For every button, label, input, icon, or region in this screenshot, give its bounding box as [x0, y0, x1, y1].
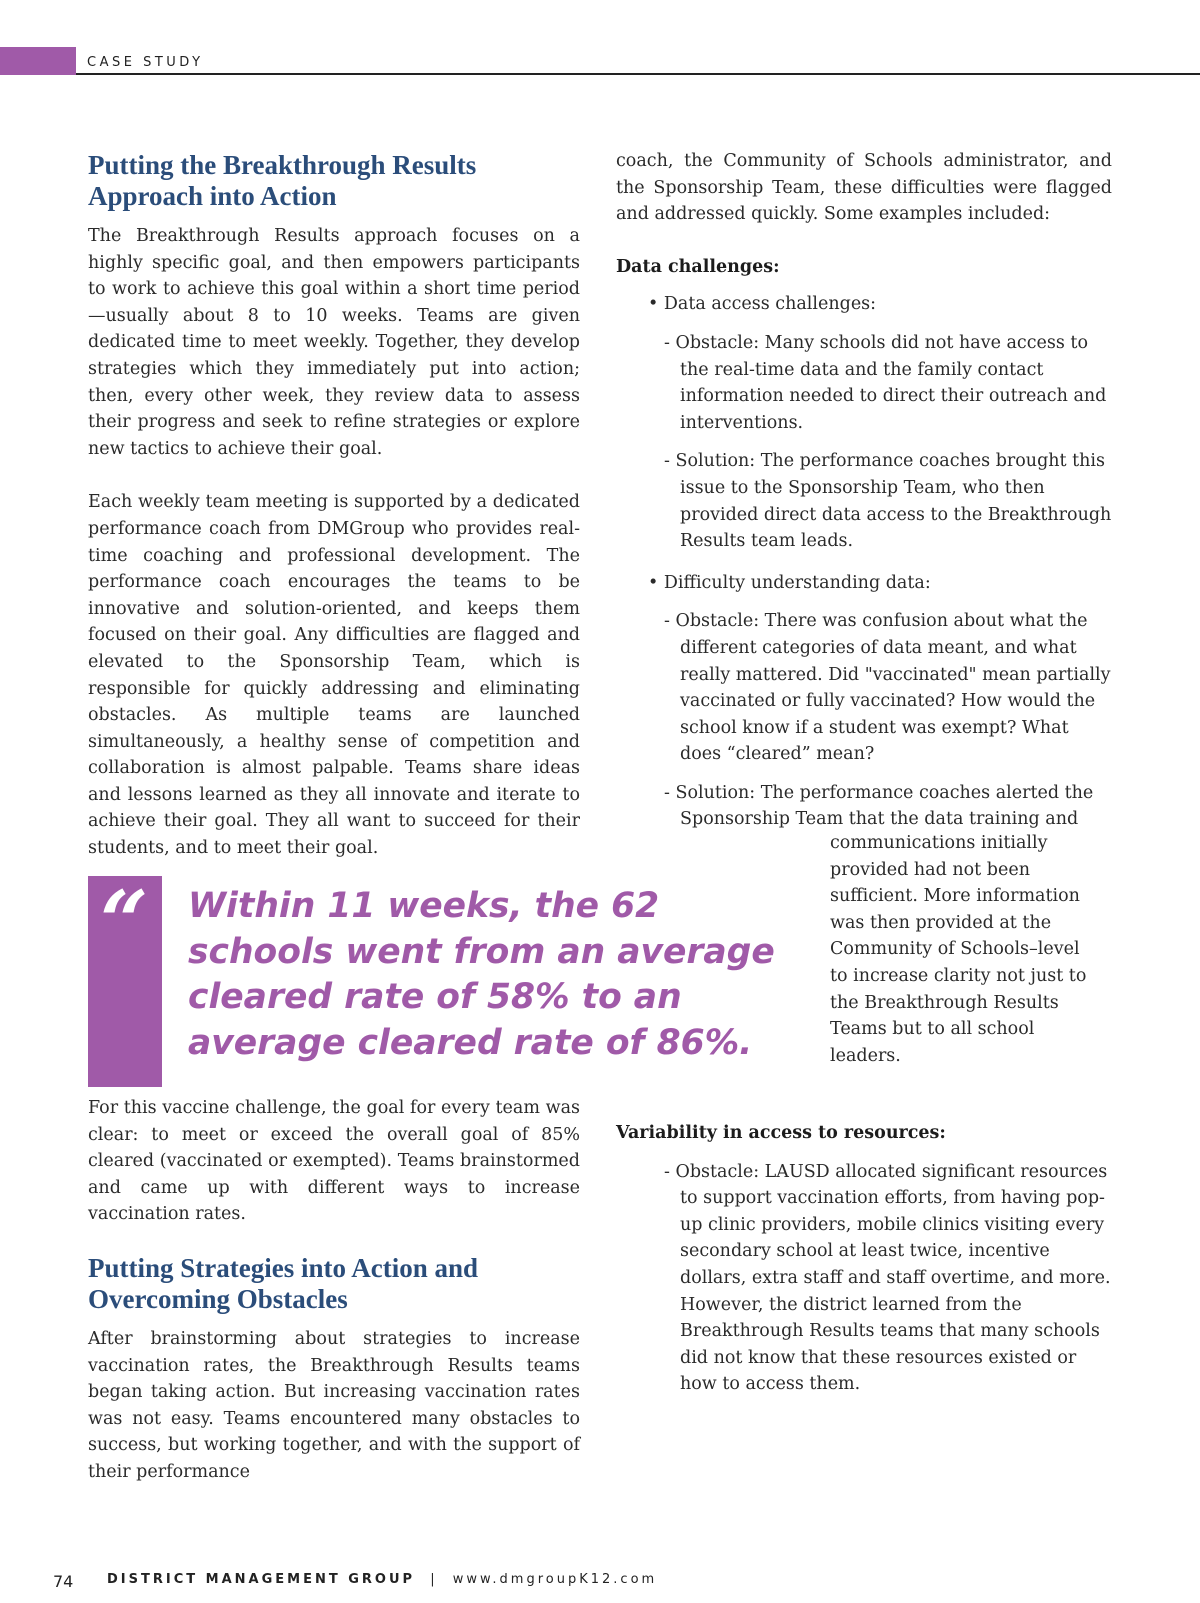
header-rule: [76, 73, 1200, 75]
section-label: CASE STUDY: [87, 55, 204, 70]
left-column-bottom: [88, 1095, 580, 1486]
item-understanding-obstacle: - Obstacle: There was confusion about what the different categories of data meant, and what really mattered. Did "vaccinated" mean partially vaccinated or fully vaccinated? How would the school know if a student was exempt? What does “cleared” mean?: [664, 611, 1111, 765]
item-data-access-solution: - Solution: The performance coaches brought this issue to the Sponsorship Team, who then provided direct data access to the Breakthrough Results team leads.: [664, 451, 1112, 552]
item-understanding-solution: - Solution: The performance coaches alerted the Sponsorship Team that the data training and: [664, 782, 1094, 830]
section-heading-approach: Putting the Breakthrough Results Approach into Action: [88, 150, 477, 211]
pull-quote-text: Within 11 weeks, the 62 schools went from an average cleared rate of 58% to an average cleared rate of 86%.: [188, 886, 775, 1063]
item-variability-obstacle: - Obstacle: LAUSD allocated significant resources to support vaccination efforts, from having pop-up clinic providers, mobile clinics visiting every secondary school at least twice, incentive dollars, extra staff and staff overtime, and more. However, the district learned from the Breakthrough Results teams that many schools did not know that these resources existed or how to access them.: [664, 1161, 1111, 1395]
footer-url: www.dmgroupK12.com: [452, 1572, 658, 1587]
subheading-variability: Variability in access to resources:: [616, 1123, 946, 1143]
bullet-understanding-data: • Difficulty understanding data:: [648, 572, 931, 593]
page-number: 74: [53, 1572, 74, 1591]
subheading-data-challenges: Data challenges:: [616, 256, 780, 277]
right-column-wrap: [830, 830, 1100, 1069]
paragraph-vaccine-goal: For this vaccine challenge, the goal for every team was clear: to meet or exceed the overall goal of 85% cleared (vaccinated or exempted). Teams brainstormed and came up with different ways to increase vaccination rates.: [88, 1098, 580, 1225]
paragraph-intro: coach, the Community of Schools administrator, and the Sponsorship Team, these difficulties were flagged and addressed quickly. Some examples included:: [616, 151, 1112, 225]
right-column-top: [616, 148, 1112, 833]
item-understanding-solution-cont: communications initially provided had not been sufficient. More information was then provided at the Community of Schools–level to increase clarity not just to the Breakthrough Results Teams but to all school leaders.: [830, 833, 1087, 1066]
paragraph-approach: The Breakthrough Results approach focuses on a highly specific goal, and then empowers participants to work to achieve this goal within a short time period—usually about 8 to 10 weeks. Teams are given dedicated time to meet weekly. Together, they develop strategies which they immediately put into action; then, every other week, they review data to assess their progress and seek to refine strategies or explore new tactics to achieve their goal.: [88, 226, 580, 459]
paragraph-brainstorming: After brainstorming about strategies to increase vaccination rates, the Breakthrough Results teams began taking action. But increasing vaccination rates was not easy. Teams encountered many obstacles to success, but working together, and with the support of their performance: [88, 1328, 580, 1482]
section-heading-strategies: Putting Strategies into Action and Overcoming Obstacles: [88, 1252, 479, 1314]
quote-mark-icon: “: [100, 872, 149, 971]
footer-brand: DISTRICT MANAGEMENT GROUP: [107, 1572, 416, 1587]
right-column-bottom: [616, 1120, 1112, 1398]
footer-separator: |: [430, 1572, 438, 1587]
header-accent-bar: [0, 47, 76, 75]
item-data-access-obstacle: - Obstacle: Many schools did not have access to the real-time data and the family contact information needed to direct their outreach and interventions.: [664, 332, 1107, 433]
bullet-data-access: • Data access challenges:: [648, 294, 877, 315]
paragraph-weekly-meeting: Each weekly team meeting is supported by a dedicated performance coach from DMGroup who provides real-time coaching and professional development. The performance coach encourages the teams to be innovative and solution-oriented, and keeps them focused on their goal. Any difficulties are flagged and elevated to the Sponsorship Team, which is responsible for quickly addressing and eliminating obstacles. As multiple teams are launched simultaneously, a healthy sense of competition and collaboration is almost palpable. Teams share ideas and lessons learned as they all innovate and iterate to achieve their goal. They all want to succeed for their students, and to meet their goal.: [88, 492, 580, 859]
footer-text: [107, 1572, 657, 1587]
left-column-top: [88, 150, 580, 862]
